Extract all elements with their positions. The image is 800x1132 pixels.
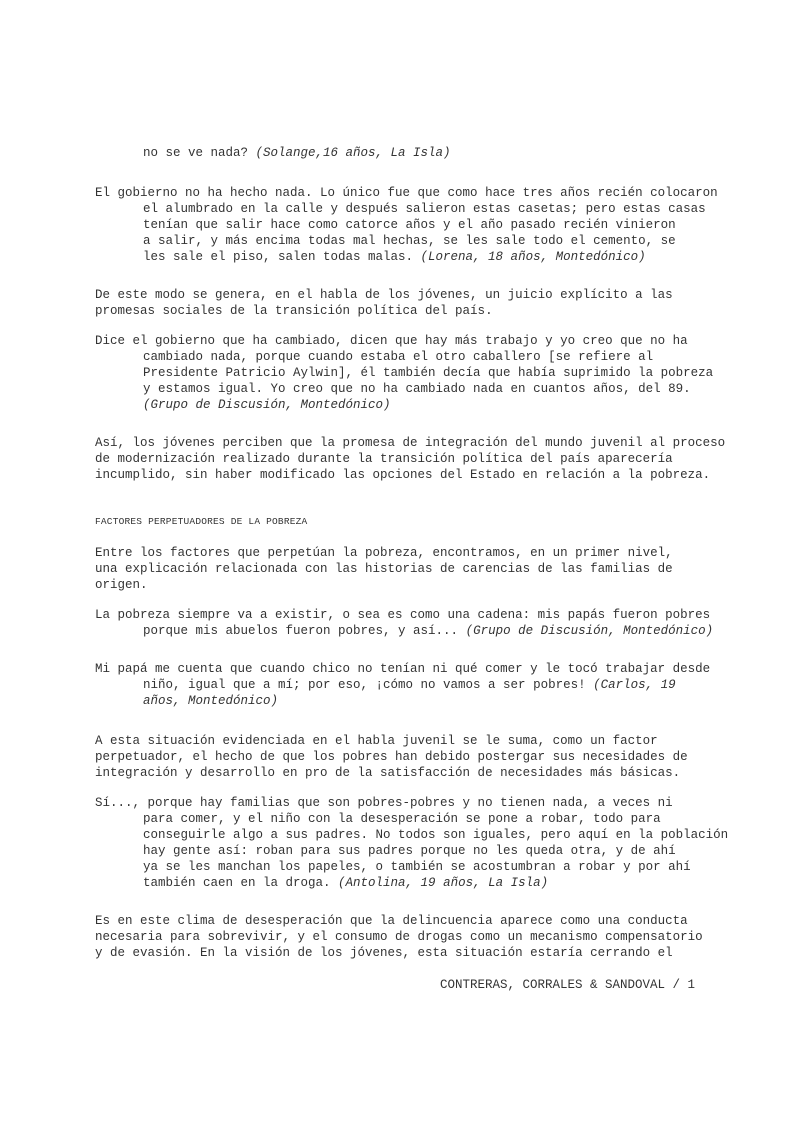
text-line: integración y desarrollo en pro de la satisfacción de necesidades más básicas.: [95, 766, 681, 780]
text-line: El gobierno no ha hecho nada. Lo único fue que como hace tres años recién colocaron: [95, 186, 718, 200]
paragraph: [95, 733, 715, 781]
text-line: Entre los factores que perpetúan la pobreza, encontramos, en un primer nivel,: [95, 546, 673, 560]
text-line: La pobreza siempre va a existir, o sea es como una cadena: mis papás fueron pobres: [95, 608, 711, 622]
text-line: una explicación relacionada con las historias de carencias de las familias de: [95, 562, 673, 576]
page-footer: CONTRERAS, CORRALES & SANDOVAL / 1: [440, 978, 696, 992]
quote-continuation: [95, 145, 715, 161]
text-line: el alumbrado en la calle y después salieron estas casetas; pero estas casas: [143, 202, 706, 216]
text-line: ya se les manchan los papeles, o también se acostumbran a robar y por ahí: [143, 860, 691, 874]
section-heading: FACTORES PERPETUADORES DE LA POBREZA: [95, 516, 308, 527]
text-line: perpetuador, el hecho de que los pobres han debido postergar sus necesidades de: [95, 750, 688, 764]
text-line: [95, 693, 715, 709]
text-line: Presidente Patricio Aylwin], él también decía que había suprimido la pobreza: [143, 366, 714, 380]
citation: (Solange,16 años, La Isla): [255, 146, 451, 160]
text-line: tenían que salir hace como catorce años y el año pasado recién vinieron: [143, 218, 676, 232]
text-line: Sí..., porque hay familias que son pobres-pobres y no tienen nada, a veces ni: [95, 796, 673, 810]
paragraph: [95, 913, 715, 961]
text-line: [95, 397, 715, 413]
citation: años, Montedónico): [143, 694, 279, 708]
text-line: y de evasión. En la visión de los jóvenes, esta situación estaría cerrando el: [95, 946, 673, 960]
citation: (Grupo de Discusión, Montedónico): [465, 624, 714, 638]
quote-antolina: [95, 795, 729, 891]
text-line: A esta situación evidenciada en el habla juvenil se le suma, como un factor: [95, 734, 658, 748]
text-line: y estamos igual. Yo creo que no ha cambiado nada en cuantos años, del 89.: [143, 382, 691, 396]
text-line: a salir, y más encima todas mal hechas, se les sale todo el cemento, se: [143, 234, 676, 248]
citation: (Carlos, 19: [593, 678, 676, 692]
paragraph: [95, 287, 715, 319]
citation: (Lorena, 18 años, Montedónico): [420, 250, 646, 264]
quote-carlos: [95, 661, 715, 709]
text-line: De este modo se genera, en el habla de los jóvenes, un juicio explícito a las: [95, 288, 673, 302]
citation: (Antolina, 19 años, La Isla): [338, 876, 549, 890]
text-line: hay gente así: roban para sus padres porque no les queda otra, y de ahí: [143, 844, 676, 858]
text-line: Dice el gobierno que ha cambiado, dicen que hay más trabajo y yo creo que no ha: [95, 334, 688, 348]
text-line: Así, los jóvenes perciben que la promesa de integración del mundo juvenil al proceso: [95, 436, 726, 450]
text-line: cambiado nada, porque cuando estaba el otro caballero [se refiere al: [143, 350, 654, 364]
text-line: niño, igual que a mí; por eso, ¡cómo no vamos a ser pobres! (Carlos, 19: [143, 678, 676, 692]
quote-group-discussion: [95, 333, 715, 413]
text-line: para comer, y el niño con la desesperación se pone a robar, todo para: [143, 812, 661, 826]
text-line: necesaria para sobrevivir, y el consumo de drogas como un mecanismo compensatorio: [95, 930, 703, 944]
paragraph: [95, 435, 726, 483]
text-line: Mi papá me cuenta que cuando chico no tenían ni qué comer y le tocó trabajar desde: [95, 662, 711, 676]
text-line: también caen en la droga. (Antolina, 19 años, La Isla): [143, 876, 549, 890]
text-line: no se ve nada? (Solange,16 años, La Isla): [143, 146, 451, 160]
text-line: Es en este clima de desesperación que la delincuencia aparece como una conducta: [95, 914, 688, 928]
text-line: promesas sociales de la transición política del país.: [95, 304, 493, 318]
text-line: porque mis abuelos fueron pobres, y así... (Grupo de Discusión, Montedónico): [143, 624, 714, 638]
quote-chain: [95, 607, 715, 639]
text-line: les sale el piso, salen todas malas. (Lorena, 18 años, Montedónico): [143, 250, 646, 264]
citation: (Grupo de Discusión, Montedónico): [143, 398, 391, 412]
text-line: de modernización realizado durante la transición política del país aparecería: [95, 452, 673, 466]
text-line: incumplido, sin haber modificado las opciones del Estado en relación a la pobreza.: [95, 468, 711, 482]
paragraph: [95, 545, 715, 593]
text-line: conseguirle algo a sus padres. No todos son iguales, pero aquí en la población: [143, 828, 729, 842]
text-line: origen.: [95, 578, 148, 592]
quote-lorena: [95, 185, 718, 265]
